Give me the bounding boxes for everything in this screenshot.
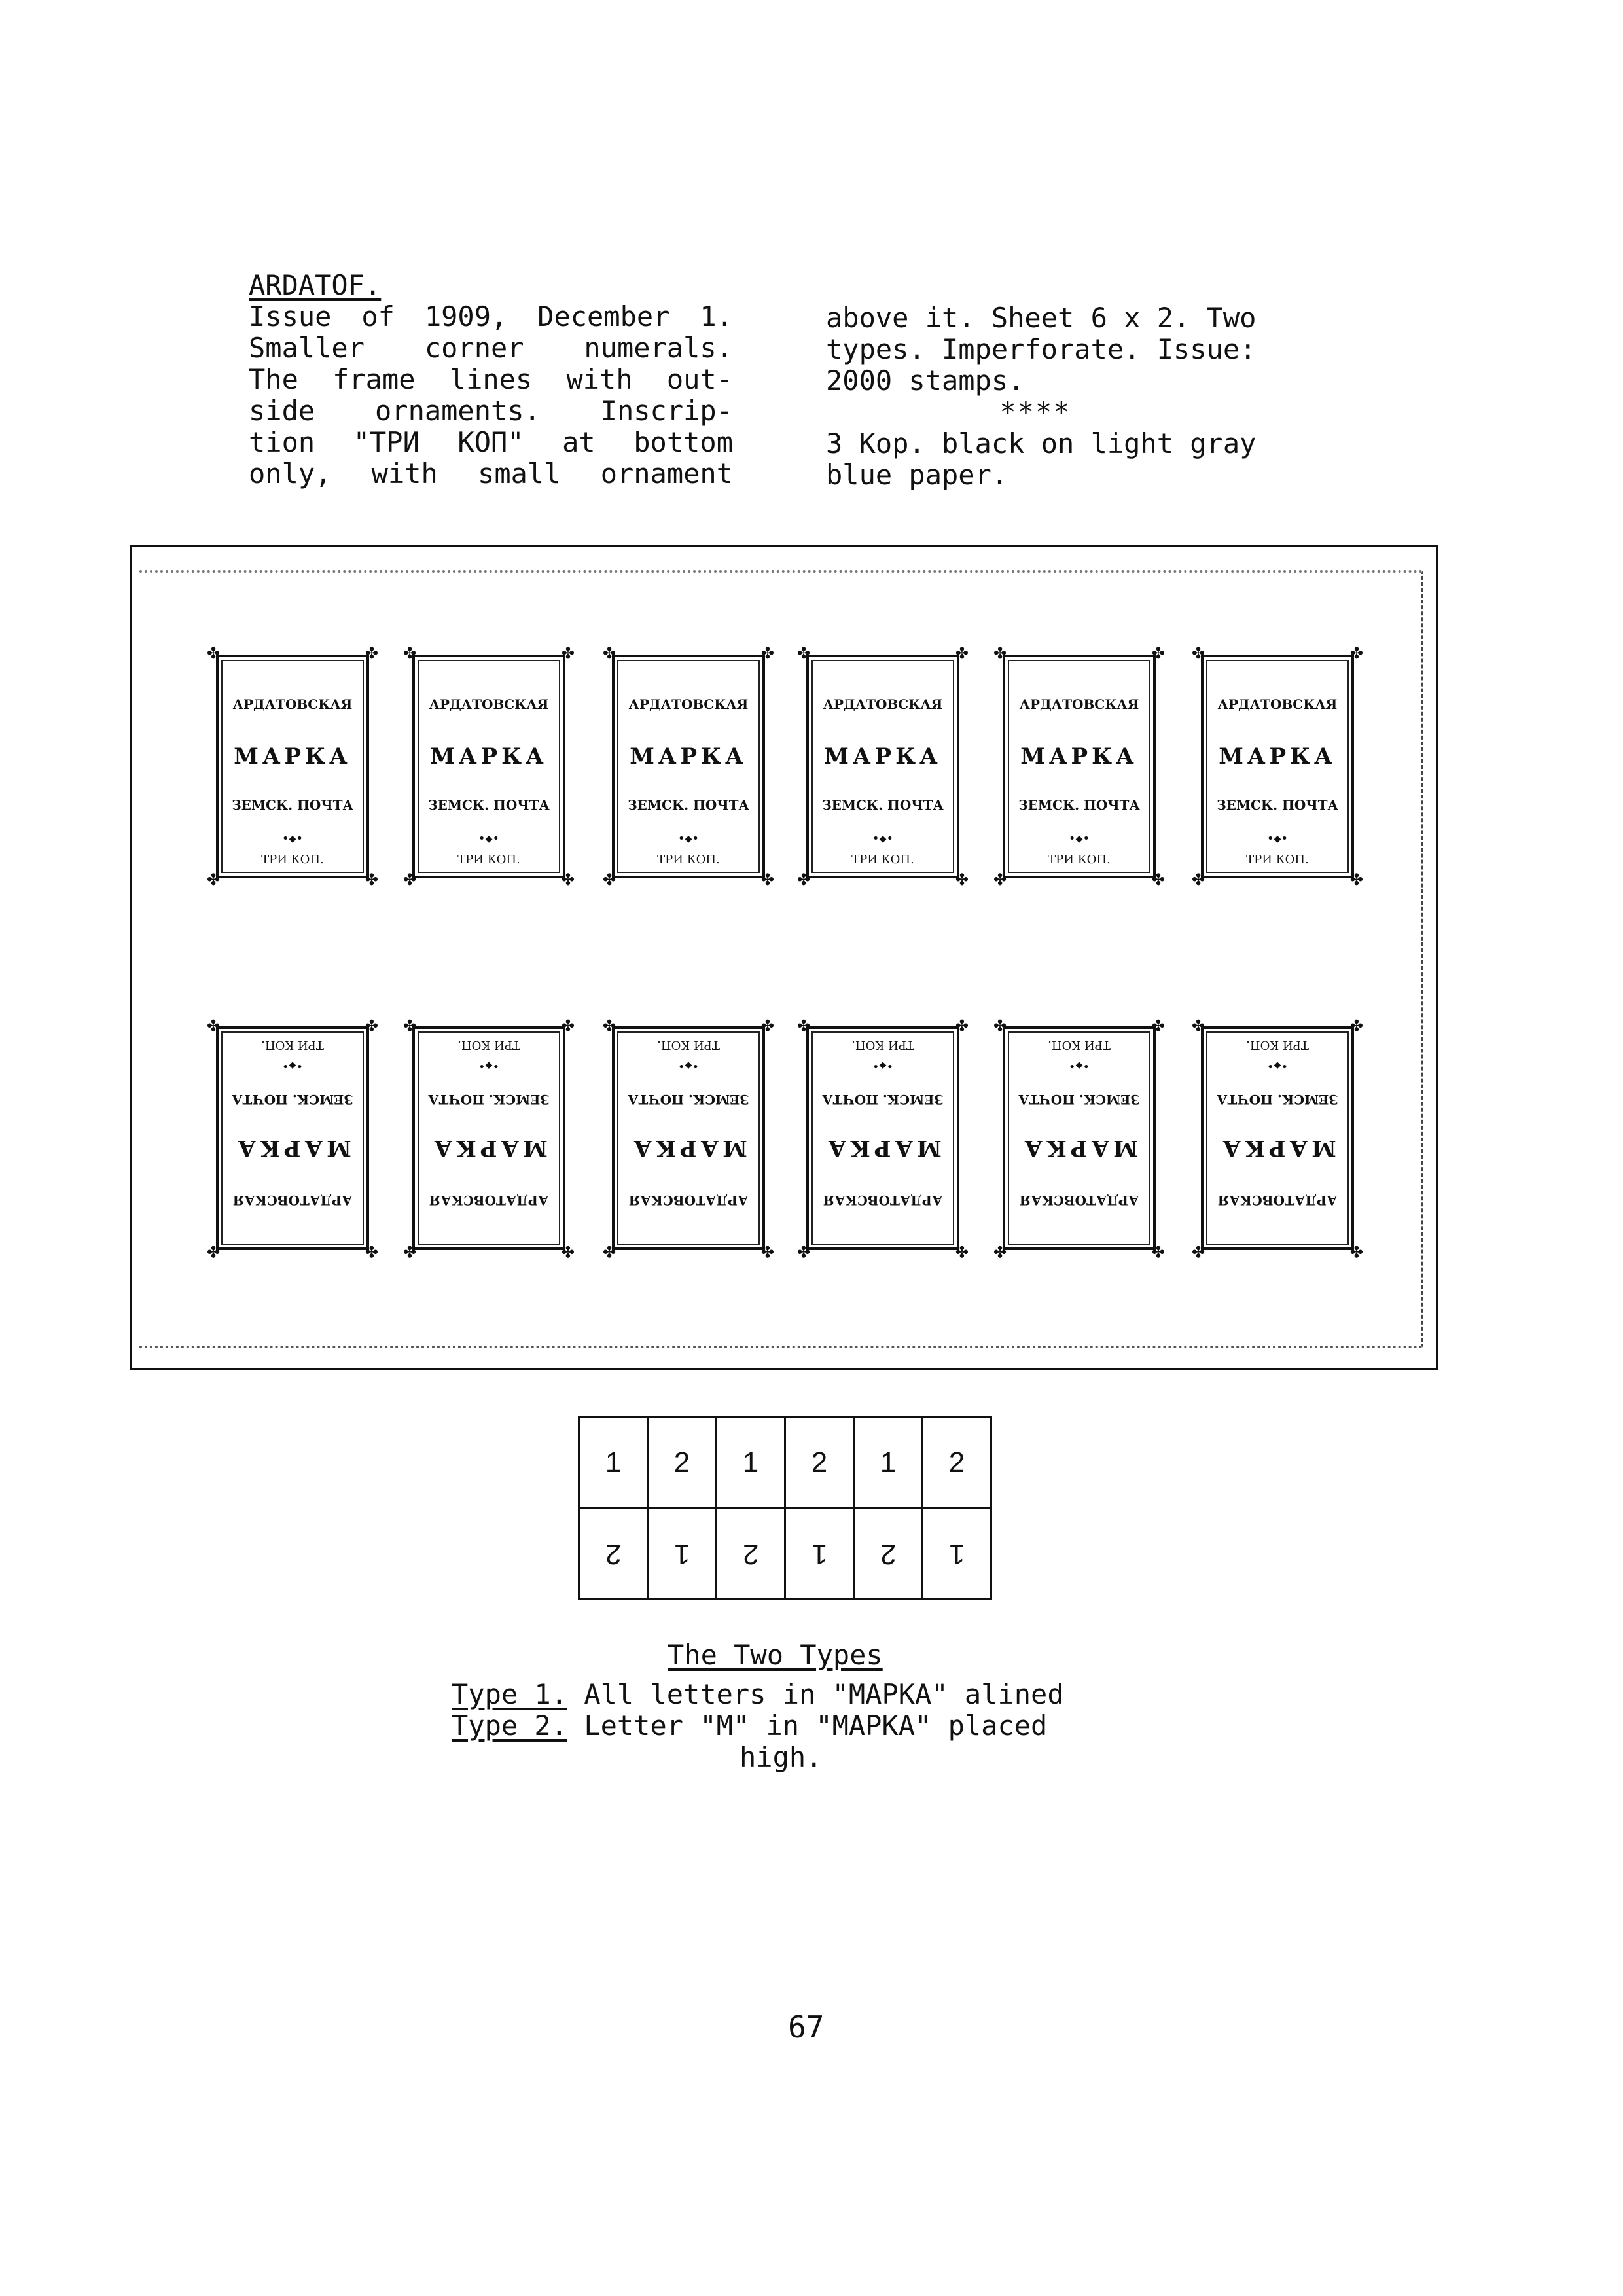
corner-ornament-icon: ✤: [403, 1016, 417, 1034]
grid-cell-inverted: 2: [717, 1509, 785, 1600]
stamp: [403, 1017, 575, 1259]
grid-cell: 1: [717, 1418, 785, 1509]
corner-ornament-icon: ✤: [1349, 644, 1363, 662]
grid-cell-inverted: 1: [648, 1509, 717, 1600]
corner-ornament-icon: ✤: [760, 1016, 774, 1034]
section-heading: ARDATOF.: [249, 269, 382, 301]
stamp-sheet-image: [130, 545, 1438, 1370]
stamp-center-word: МАРКА: [430, 744, 548, 770]
corner-ornament-icon: ✤: [1192, 1242, 1205, 1261]
stamp-top-inscription: АРДАТОВСКАЯ: [628, 1193, 749, 1208]
text-line: blue paper.: [826, 459, 1008, 491]
text-line: 2000 stamps.: [826, 365, 1025, 397]
small-ornament-icon: •◆•: [1068, 1059, 1090, 1073]
corner-ornament-icon: ✤: [603, 870, 616, 889]
grid-cell: 2: [923, 1418, 991, 1509]
stamp-top-inscription: АРДАТОВСКАЯ: [823, 696, 943, 712]
stamp-bottom-inscription: ЗЕМСК. ПОЧТА: [428, 797, 550, 813]
stamp-value: ТРИ КОП.: [1048, 1038, 1111, 1052]
type2-label: Type 2.: [452, 1710, 568, 1742]
separator-stars: ****: [999, 396, 1071, 428]
stamp: [207, 645, 378, 888]
grid-cell: 1: [854, 1418, 923, 1509]
corner-ornament-icon: ✤: [403, 644, 417, 662]
grid-cell: 2: [648, 1418, 717, 1509]
stamp-bottom-inscription: ЗЕМСК. ПОЧТА: [1018, 797, 1140, 813]
text-line: Smaller corner numerals.: [249, 332, 733, 364]
stamp-bottom-inscription: ЗЕМСК. ПОЧТА: [1217, 1092, 1338, 1107]
type2-row: [452, 1710, 1064, 1742]
stamp: [993, 1017, 1165, 1259]
grid-cell-inverted: 2: [579, 1509, 648, 1600]
stamp-bottom-inscription: ЗЕМСК. ПОЧТА: [232, 797, 353, 813]
stamp-value: ТРИ КОП.: [1048, 853, 1111, 867]
corner-ornament-icon: ✤: [955, 1016, 969, 1034]
stamp: [1192, 1017, 1363, 1259]
corner-ornament-icon: ✤: [1151, 644, 1165, 662]
small-ornament-icon: •◆•: [478, 832, 500, 846]
stamp: [403, 645, 575, 888]
stamp-bottom-inscription: ЗЕМСК. ПОЧТА: [232, 1092, 353, 1107]
corner-ornament-icon: ✤: [797, 870, 811, 889]
stamp-bottom-inscription: ЗЕМСК. ПОЧТА: [628, 1092, 749, 1107]
corner-ornament-icon: ✤: [955, 1242, 969, 1261]
stamp-value: ТРИ КОП.: [657, 1038, 720, 1052]
stamp-top-inscription: АРДАТОВСКАЯ: [232, 1193, 353, 1208]
corner-ornament-icon: ✤: [760, 644, 774, 662]
corner-ornament-icon: ✤: [1192, 644, 1205, 662]
stamp-bottom-inscription: ЗЕМСК. ПОЧТА: [1018, 1092, 1140, 1107]
type1-row: [452, 1679, 1064, 1710]
corner-ornament-icon: ✤: [1151, 1242, 1165, 1261]
stamp: [603, 1017, 774, 1259]
corner-ornament-icon: ✤: [207, 644, 221, 662]
corner-ornament-icon: ✤: [365, 870, 378, 889]
text-line: Issue of 1909, December 1.: [249, 300, 733, 332]
corner-ornament-icon: ✤: [993, 1016, 1007, 1034]
types-title: The Two Types: [668, 1639, 883, 1671]
stamp-top-inscription: АРДАТОВСКАЯ: [429, 696, 549, 712]
stamp-bottom-inscription: ЗЕМСК. ПОЧТА: [822, 1092, 944, 1107]
corner-ornament-icon: ✤: [797, 1016, 811, 1034]
stamp-center-word: МАРКА: [1219, 1135, 1336, 1161]
stamp-top-inscription: АРДАТОВСКАЯ: [1217, 696, 1338, 712]
corner-ornament-icon: ✤: [993, 870, 1007, 889]
grid-row-bottom: [579, 1509, 991, 1600]
stamp-center-word: МАРКА: [824, 744, 942, 770]
corner-ornament-icon: ✤: [993, 1242, 1007, 1261]
grid-cell-inverted: 2: [854, 1509, 923, 1600]
stamp: [1192, 645, 1363, 888]
small-ornament-icon: •◆•: [677, 832, 700, 846]
text-line: above it. Sheet 6 x 2. Two: [826, 302, 1257, 334]
corner-ornament-icon: ✤: [1151, 1016, 1165, 1034]
stamp-center-word: МАРКА: [234, 1135, 351, 1161]
stamp-bottom-inscription: ЗЕМСК. ПОЧТА: [428, 1092, 550, 1107]
stamp-center-word: МАРКА: [630, 1135, 747, 1161]
stamp-top-inscription: АРДАТОВСКАЯ: [1217, 1193, 1338, 1208]
stamp-value: ТРИ КОП.: [457, 853, 520, 867]
text-line: 3 Kop. black on light gray: [826, 427, 1257, 459]
grid-cell: 2: [785, 1418, 854, 1509]
small-ornament-icon: •◆•: [1068, 832, 1090, 846]
stamp-bottom-inscription: ЗЕМСК. ПОЧТА: [628, 797, 749, 813]
stamp-value: ТРИ КОП.: [1246, 1038, 1309, 1052]
small-ornament-icon: •◆•: [1266, 1059, 1289, 1073]
stamp: [993, 645, 1165, 888]
type1-text: All letters in "MAPKA" alined: [584, 1678, 1064, 1710]
stamp-center-word: МАРКА: [1020, 1135, 1138, 1161]
corner-ornament-icon: ✤: [1349, 1242, 1363, 1261]
left-column: [249, 270, 733, 490]
stamp: [207, 1017, 378, 1259]
corner-ornament-icon: ✤: [603, 1016, 616, 1034]
corner-ornament-icon: ✤: [365, 644, 378, 662]
corner-ornament-icon: ✤: [603, 1242, 616, 1261]
stamp-center-word: МАРКА: [824, 1135, 942, 1161]
corner-ornament-icon: ✤: [1349, 1016, 1363, 1034]
corner-ornament-icon: ✤: [797, 1242, 811, 1261]
type2-continuation: high.: [740, 1741, 823, 1773]
stamp-value: ТРИ КОП.: [1246, 853, 1309, 867]
small-ornament-icon: •◆•: [281, 832, 304, 846]
small-ornament-icon: •◆•: [872, 1059, 894, 1073]
corner-ornament-icon: ✤: [403, 1242, 417, 1261]
stamp-center-word: МАРКА: [430, 1135, 548, 1161]
corner-ornament-icon: ✤: [365, 1016, 378, 1034]
type2-text: Letter "M" in "MAPKA" placed: [584, 1710, 1048, 1742]
grid-row-top: [579, 1418, 991, 1509]
types-description: [452, 1679, 1064, 1773]
corner-ornament-icon: ✤: [1192, 870, 1205, 889]
corner-ornament-icon: ✤: [207, 1242, 221, 1261]
corner-ornament-icon: ✤: [365, 1242, 378, 1261]
stamp-value: ТРИ КОП.: [851, 853, 914, 867]
stamp-value: ТРИ КОП.: [261, 853, 324, 867]
stamp-value: ТРИ КОП.: [657, 853, 720, 867]
text-line: The frame lines with out-: [249, 363, 733, 395]
corner-ornament-icon: ✤: [561, 644, 575, 662]
stamp: [603, 645, 774, 888]
grid-cell-inverted: 1: [923, 1509, 991, 1600]
text-line: only, with small ornament: [249, 457, 733, 490]
small-ornament-icon: •◆•: [872, 832, 894, 846]
stamp-center-word: МАРКА: [1219, 744, 1336, 770]
small-ornament-icon: •◆•: [478, 1059, 500, 1073]
corner-ornament-icon: ✤: [207, 870, 221, 889]
corner-ornament-icon: ✤: [1192, 1016, 1205, 1034]
stamp-top-inscription: АРДАТОВСКАЯ: [628, 696, 749, 712]
type1-label: Type 1.: [452, 1678, 568, 1710]
grid-cell: 1: [579, 1418, 648, 1509]
text-line: tion "ТРИ КОП" at bottom: [249, 426, 733, 458]
stamp-top-inscription: АРДАТОВСКАЯ: [1019, 696, 1139, 712]
text-line: side ornaments. Inscrip-: [249, 395, 733, 427]
corner-ornament-icon: ✤: [207, 1016, 221, 1034]
corner-ornament-icon: ✤: [1151, 870, 1165, 889]
small-ornament-icon: •◆•: [281, 1059, 304, 1073]
right-column: [826, 302, 1323, 491]
corner-ornament-icon: ✤: [561, 870, 575, 889]
stamp-value: ТРИ КОП.: [261, 1038, 324, 1052]
stamp-bottom-inscription: ЗЕМСК. ПОЧТА: [822, 797, 944, 813]
stamp-bottom-inscription: ЗЕМСК. ПОЧТА: [1217, 797, 1338, 813]
stamp: [797, 1017, 969, 1259]
grid-cell-inverted: 1: [785, 1509, 854, 1600]
stamp-center-word: МАРКА: [234, 744, 351, 770]
corner-ornament-icon: ✤: [955, 870, 969, 889]
small-ornament-icon: •◆•: [1266, 832, 1289, 846]
stamp-top-inscription: АРДАТОВСКАЯ: [429, 1193, 549, 1208]
stamp-value: ТРИ КОП.: [851, 1038, 914, 1052]
small-ornament-icon: •◆•: [677, 1059, 700, 1073]
corner-ornament-icon: ✤: [561, 1242, 575, 1261]
corner-ornament-icon: ✤: [760, 1242, 774, 1261]
stamp-top-inscription: АРДАТОВСКАЯ: [823, 1193, 943, 1208]
stamp-center-word: МАРКА: [1020, 744, 1138, 770]
stamp-top-inscription: АРДАТОВСКАЯ: [232, 696, 353, 712]
corner-ornament-icon: ✤: [603, 644, 616, 662]
corner-ornament-icon: ✤: [993, 644, 1007, 662]
corner-ornament-icon: ✤: [760, 870, 774, 889]
corner-ornament-icon: ✤: [955, 644, 969, 662]
corner-ornament-icon: ✤: [797, 644, 811, 662]
page-number: 67: [788, 2009, 825, 2045]
text-line: types. Imperforate. Issue:: [826, 333, 1257, 365]
corner-ornament-icon: ✤: [403, 870, 417, 889]
stamp-top-inscription: АРДАТОВСКАЯ: [1019, 1193, 1139, 1208]
types-layout-grid: [578, 1416, 992, 1600]
corner-ornament-icon: ✤: [1349, 870, 1363, 889]
stamp: [797, 645, 969, 888]
stamp-center-word: МАРКА: [630, 744, 747, 770]
corner-ornament-icon: ✤: [561, 1016, 575, 1034]
stamp-value: ТРИ КОП.: [457, 1038, 520, 1052]
